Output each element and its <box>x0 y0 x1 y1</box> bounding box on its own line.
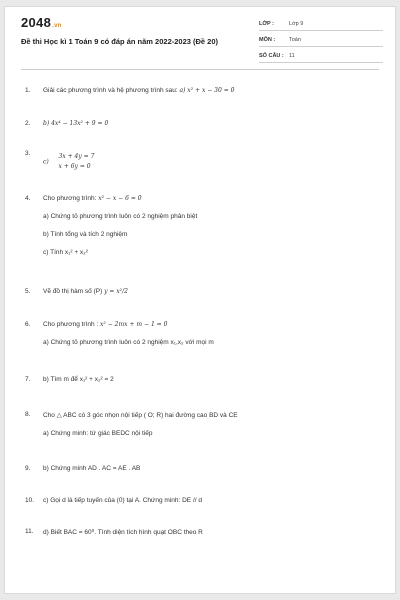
meta-label: MÔN : <box>259 36 276 43</box>
question-number: 6. <box>25 321 31 328</box>
meta-row-class <box>259 17 383 31</box>
system-equation: 3x + 4y = 7 <box>58 153 95 160</box>
question-number: 4. <box>25 195 31 202</box>
sub-question: c) Tính x₁² + x₂² <box>43 249 88 256</box>
document-title: Đề thi Học kì 1 Toán 9 có đáp án năm 2022-2023 (Đề 20) <box>21 37 219 46</box>
question-math: x² − 2mx + m − 1 = 0 <box>100 321 168 328</box>
meta-value: Lớp 9 <box>289 20 304 27</box>
question-number: 5. <box>25 288 31 295</box>
header-divider <box>21 69 379 70</box>
question-number: 9. <box>25 465 31 472</box>
question-text: Cho △ ABC có 3 góc nhọn nội tiếp ( O; R) hai đường cao BD và CE <box>43 412 238 419</box>
meta-value: 11 <box>289 52 295 59</box>
question-number: 7. <box>25 376 31 383</box>
question-number: 1. <box>25 87 31 94</box>
question-text: c) Gọi d là tiếp tuyến của (0) tại A. Chứng minh: DE // d <box>43 497 202 504</box>
meta-row-count <box>259 49 383 63</box>
question-text: Cho phương trình : <box>43 321 99 328</box>
question-math: a) x² + x − 30 = 0 <box>179 87 235 94</box>
meta-label: SỐ CÂU : <box>259 52 284 59</box>
equation-system <box>59 152 95 172</box>
sub-question: a) Chứng tỏ phương trình luôn có 2 nghiệm phân biệt <box>43 213 198 220</box>
sub-question: a) Chứng tỏ phương trình luôn có 2 nghiệm x₁,x₂ với mọi m <box>43 339 214 346</box>
question-math: c) <box>43 158 49 166</box>
question-number: 11. <box>25 528 34 535</box>
system-equation: x + 6y = 0 <box>58 163 91 170</box>
question-number: 3. <box>25 150 31 157</box>
question-text: d) Biết BAC = 60⁰. Tính diện tích hình quạt OBC theo R <box>43 529 203 536</box>
question-number: 2. <box>25 120 31 127</box>
question-number: 10. <box>25 497 35 504</box>
question-math: x² − x − 6 = 0 <box>98 195 142 202</box>
question-number: 8. <box>25 411 31 418</box>
question-text: b) Tìm m để x₁² + x₂² = 2 <box>43 376 114 383</box>
meta-label: LỚP : <box>259 20 274 27</box>
question-math: y = x²/2 <box>104 288 128 295</box>
site-logo[interactable]: 2048.vn <box>21 15 62 30</box>
question-text: b) Chứng minh AD . AC = AE . AB <box>43 465 141 472</box>
sub-question: a) Chứng minh: tứ giác BEDC nội tiếp <box>43 430 153 437</box>
meta-box <box>259 17 383 65</box>
document-page <box>4 6 396 594</box>
meta-value: Toán <box>289 36 301 43</box>
sub-question: b) Tính tổng và tích 2 nghiệm <box>43 231 128 238</box>
question-text: Giải các phương trình và hệ phương trình sau: <box>43 87 178 94</box>
question-text: Vẽ đồ thị hàm số (P) <box>43 288 103 295</box>
meta-row-subject <box>259 33 383 47</box>
question-text: Cho phương trình: <box>43 195 97 202</box>
question-math: b) 4x⁴ − 13x² + 9 = 0 <box>43 120 109 127</box>
